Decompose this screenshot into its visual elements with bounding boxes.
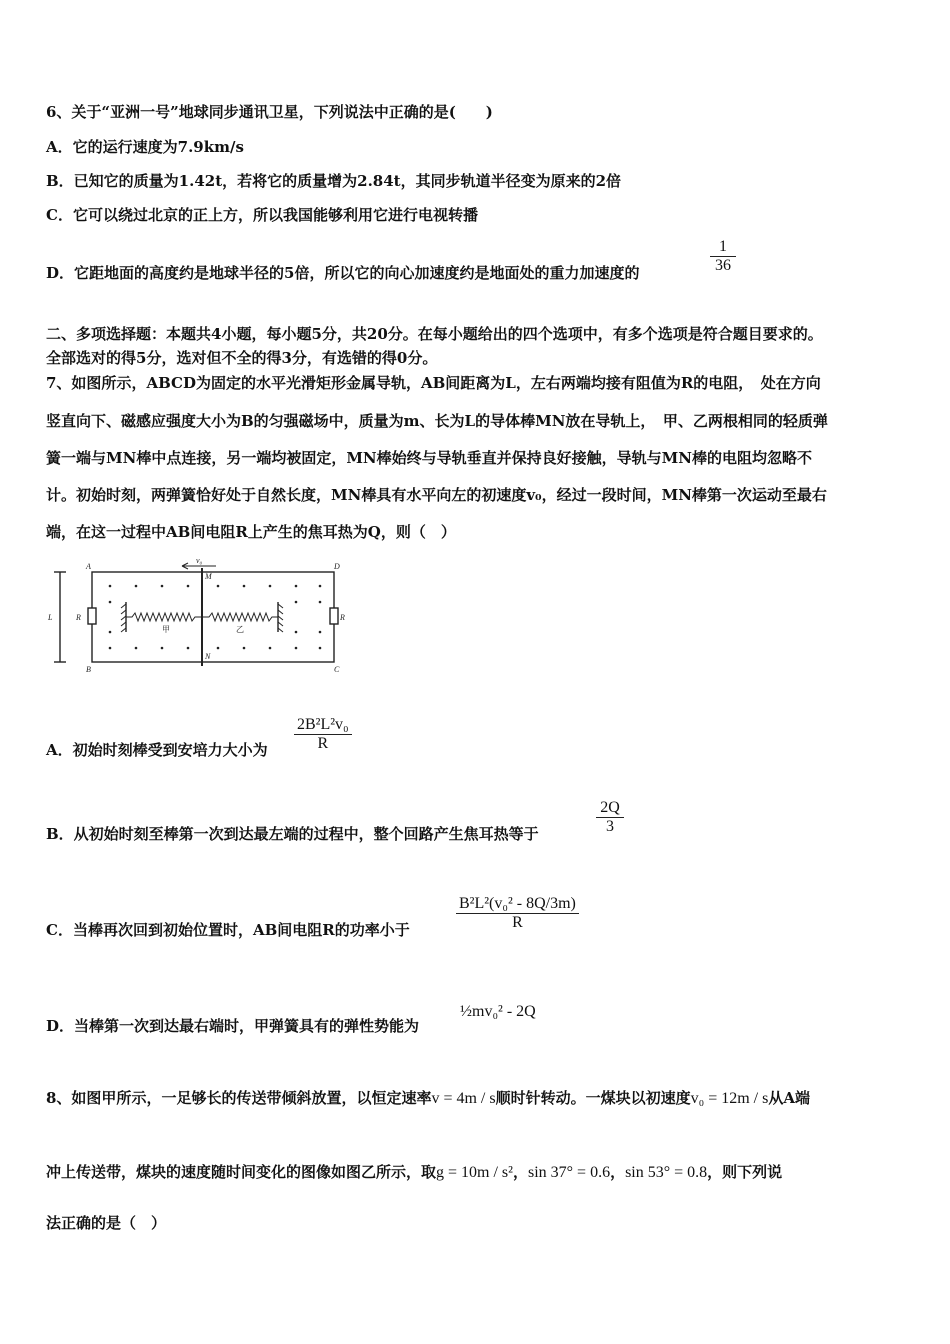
q7-stem-line2: 竖直向下、磁感应强度大小为B的匀强磁场中，质量为m、长为L的导体棒MN放在导轨上， 甲、乙两根相同的轻质弹: [46, 412, 828, 430]
q6-option-c: C．它可以绕过北京的正上方，所以我国能够利用它进行电视转播: [46, 206, 478, 224]
left-resistor: [88, 608, 96, 624]
label-v0: v₀: [196, 558, 203, 565]
label-n: N: [205, 652, 211, 661]
q7-rail-figure: [46, 558, 346, 678]
q8-line1-part3: 从A端: [768, 1089, 810, 1107]
q7-b-denominator: 3: [596, 817, 624, 836]
right-resistor: [330, 608, 338, 624]
q8-v0-expression: v₀ = 12m / s: [690, 1090, 769, 1107]
label-c: C: [334, 665, 340, 674]
q7-stem-line1: 7、如图所示，ABCD为固定的水平光滑矩形金属导轨，AB间距离为L，左右两端均接有阻值为R的电阻， 处在方向: [46, 374, 821, 392]
q7-c-denominator: R: [456, 913, 579, 932]
q7-option-d: D．当棒第一次到达最右端时，甲弹簧具有的弹性势能为: [46, 1017, 420, 1035]
q7-stem-line5: 端，在这一过程中AB间电阻R上产生的焦耳热为Q，则（ ）: [46, 523, 456, 541]
label-r-right: R: [340, 613, 345, 622]
q8-line3: 法正确的是（ ）: [46, 1214, 167, 1232]
q7-a-numerator: 2B²L²v₀: [297, 716, 349, 733]
label-m: M: [205, 572, 212, 581]
q7-d-expression: ½mv₀² - 2Q: [460, 1003, 536, 1020]
q6-option-b: B．已知它的质量为1.42t，若将它的质量增为2.84t，其同步轨道半径变为原来的2倍: [46, 172, 622, 190]
label-r-left: R: [76, 613, 81, 622]
q7-a-denominator: R: [294, 734, 352, 753]
q6-stem: 6、关于“亚洲一号”地球同步通讯卫星，下列说法中正确的是( ): [46, 103, 493, 121]
q7-b-numerator: 2Q: [600, 799, 620, 816]
q8-v-expression: v = 4m / s: [431, 1090, 496, 1107]
q7-stem-line4: 计。初始时刻，两弹簧恰好处于自然长度，MN棒具有水平向左的初速度v₀，经过一段时间，MN棒第一次运动至最右: [46, 486, 827, 504]
spring-jia: [126, 613, 202, 621]
label-jia: 甲: [162, 625, 170, 634]
q7-option-a: A．初始时刻棒受到安培力大小为: [46, 741, 268, 759]
q8-line2-part2: ，则下列说: [707, 1163, 783, 1181]
q7-a-fraction: [294, 716, 352, 753]
q8-line2: 冲上传送带，煤块的速度随时间变化的图像如图乙所示，取g = 10m / s²，sin 37° = 0.6，sin 53° = 0.8，则下列说: [46, 1163, 783, 1181]
q7-option-b: B．从初始时刻至棒第一次到达最左端的过程中，整个回路产生焦耳热等于: [46, 825, 539, 843]
spring-yi: [202, 613, 278, 621]
label-yi: 乙: [236, 625, 244, 634]
section2-line1: 二、多项选择题：本题共4小题，每小题5分，共20分。在每小题给出的四个选项中，有多个选项是符合题目要求的。: [46, 325, 823, 343]
label-a: A: [86, 562, 91, 571]
q8-line2-part1: 冲上传送带，煤块的速度随时间变化的图像如图乙所示，取: [46, 1163, 437, 1181]
q8-line1-part1: 8、如图甲所示，一足够长的传送带倾斜放置，以恒定速率: [46, 1089, 432, 1107]
q8-line1: [46, 1088, 810, 1109]
q8-sin53-expression: sin 53° = 0.8: [625, 1164, 708, 1181]
q7-option-c: C．当棒再次回到初始位置时，AB间电阻R的功率小于: [46, 921, 410, 939]
q7-stem-line3: 簧一端与MN棒中点连接，另一端均被固定，MN棒始终与导轨垂直并保持良好接触，导轨与MN棒的电阻均忽略不: [46, 449, 812, 467]
label-l: L: [48, 613, 53, 622]
q6-d-denominator: 36: [710, 256, 736, 275]
q8-sin37-expression: sin 37° = 0.6: [527, 1164, 611, 1181]
q7-c-fraction: [456, 895, 579, 932]
label-d: D: [334, 562, 340, 571]
q6-option-d: D．它距地面的高度约是地球半径的5倍，所以它的向心加速度约是地面处的重力加速度的: [46, 264, 640, 282]
q6-option-a: A．它的运行速度为7.9km/s: [46, 138, 244, 156]
q7-b-fraction: [596, 799, 624, 836]
q6-d-fraction: [710, 238, 736, 275]
section2-line2: 全部选对的得5分，选对但不全的得3分，有选错的得0分。: [46, 349, 438, 367]
q7-c-numerator: B²L²(v₀² - 8Q/3m): [459, 895, 576, 912]
q8-g-expression: g = 10m / s²: [436, 1164, 513, 1181]
q8-line1-part2: 顺时针转动。一煤块以初速度: [495, 1089, 691, 1107]
q6-d-numerator: 1: [719, 238, 727, 255]
magnetic-field-dots: [109, 585, 322, 650]
label-b: B: [86, 665, 91, 674]
